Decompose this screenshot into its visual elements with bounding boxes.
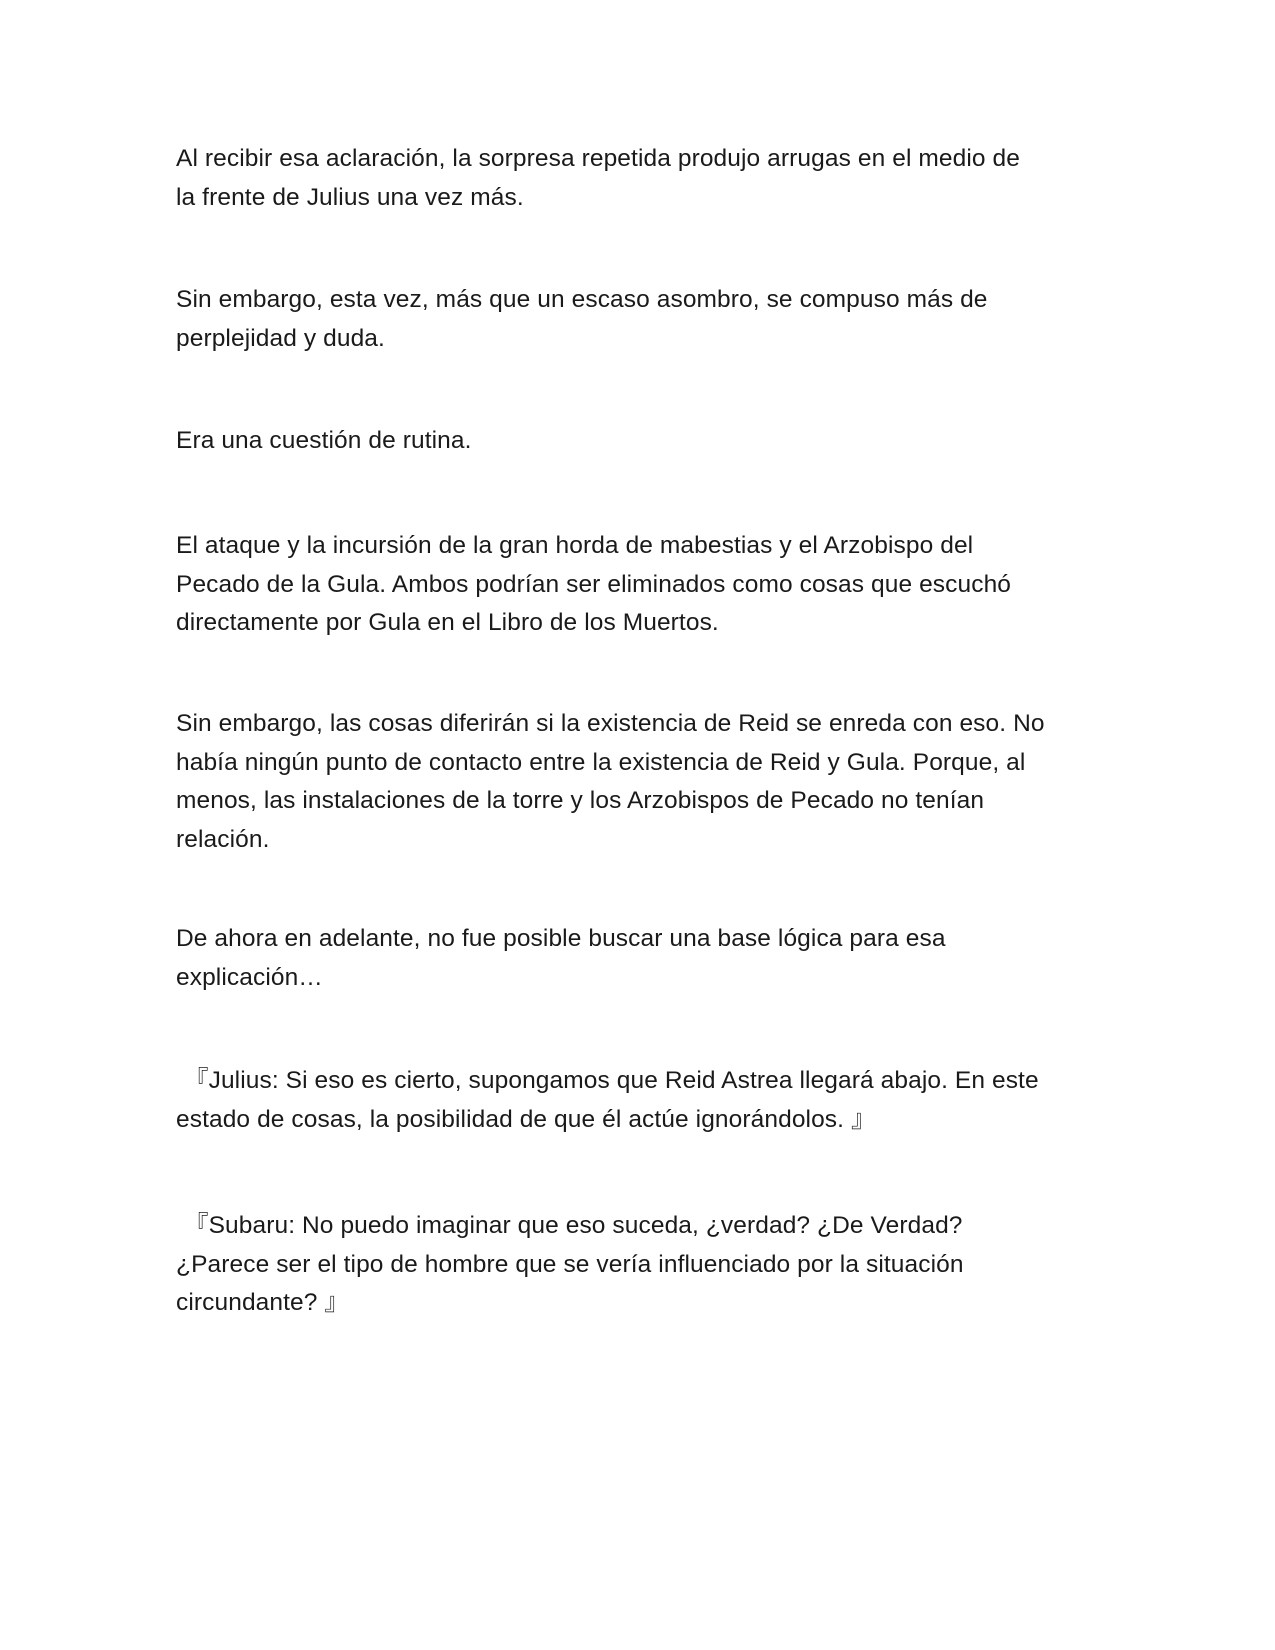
dialogue-line: estado de cosas, la posibilidad de que él actúe ignorándolos. 』: [176, 1105, 876, 1133]
paragraph-line: De ahora en adelante, no fue posible buscar una base lógica para esa: [176, 925, 946, 952]
paragraph-1: [176, 140, 1106, 217]
dialogue-line: 『Subaru: No puedo imaginar que eso suceda, ¿verdad? ¿De Verdad?: [184, 1212, 963, 1239]
paragraph-line: Sin embargo, las cosas diferirán si la existencia de Reid se enreda con eso. No: [176, 710, 1045, 737]
paragraph-line: Era una cuestión de rutina.: [176, 427, 472, 454]
paragraph-3: [176, 422, 1106, 461]
dialogue-line: circundante? 』: [176, 1289, 349, 1316]
paragraph-line: la frente de Julius una vez más.: [176, 183, 524, 211]
paragraph-line: explicación…: [176, 963, 323, 991]
dialogue-line: 『Julius: Si eso es cierto, supongamos que Reid Astrea llegará abajo. En este: [184, 1067, 1039, 1094]
paragraph-2: [176, 281, 1106, 358]
paragraph-line: Al recibir esa aclaración, la sorpresa repetida produjo arrugas en el medio de: [176, 145, 1020, 172]
paragraph-line: relación.: [176, 825, 270, 853]
paragraph-line: había ningún punto de contacto entre la existencia de Reid y Gula. Porque, al: [176, 748, 1026, 776]
paragraph-6: [176, 920, 1106, 997]
paragraph-line: menos, las instalaciones de la torre y los Arzobispos de Pecado no tenían: [176, 787, 985, 814]
paragraph-4: [176, 527, 1106, 643]
paragraph-line: El ataque y la incursión de la gran horda de mabestias y el Arzobispo del: [176, 532, 974, 559]
dialogue-julius: [176, 1062, 1106, 1139]
paragraph-line: perplejidad y duda.: [176, 324, 385, 352]
dialogue-line: ¿Parece ser el tipo de hombre que se vería influenciado por la situación: [176, 1250, 964, 1278]
paragraph-line: Pecado de la Gula. Ambos podrían ser eliminados como cosas que escuchó: [176, 570, 1012, 598]
paragraph-line: directamente por Gula en el Libro de los Muertos.: [176, 609, 719, 636]
paragraph-line: Sin embargo, esta vez, más que un escaso asombro, se compuso más de: [176, 286, 988, 313]
paragraph-5: [176, 705, 1106, 859]
dialogue-subaru: [176, 1207, 1106, 1323]
